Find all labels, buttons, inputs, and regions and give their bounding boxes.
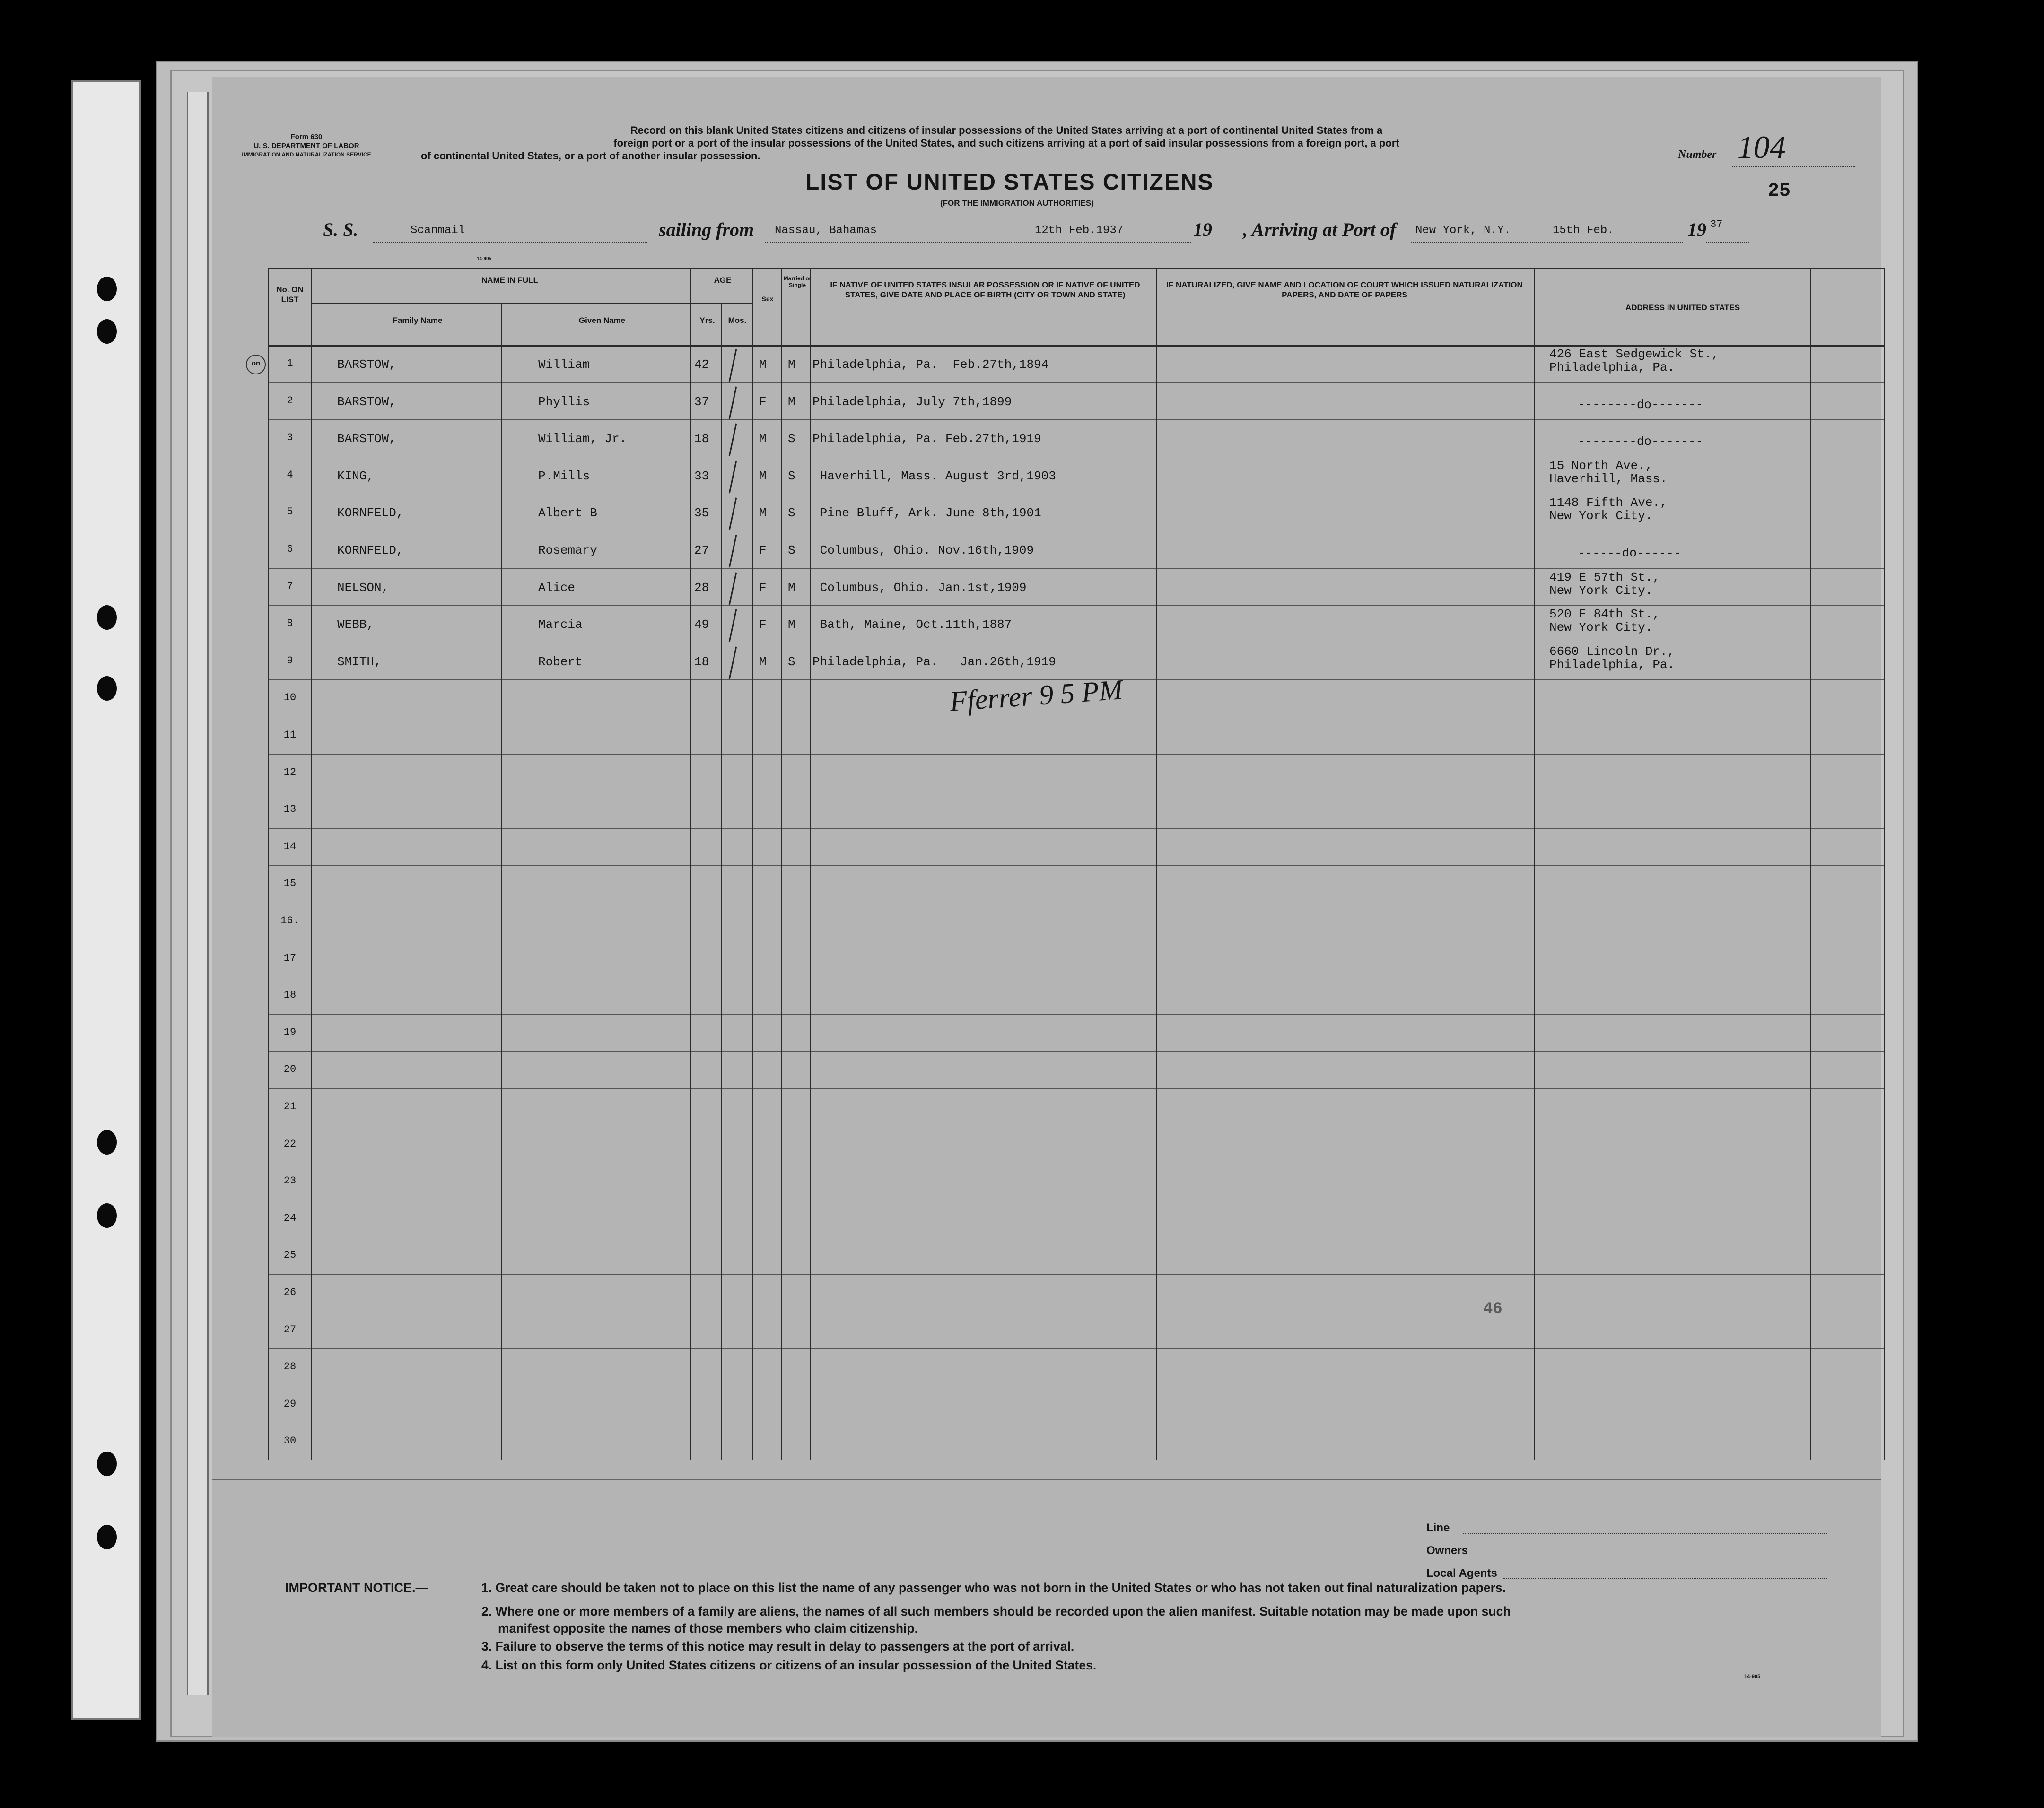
marital-status: M [788,394,795,409]
stamp-46: 46 [1483,1300,1502,1318]
age-years: 28 [694,580,709,595]
family-name: BARSTOW, [337,432,396,446]
given-name: Albert B [538,506,597,521]
row-number: 19 [283,1026,297,1038]
row-rule [268,828,1884,829]
header-yrs: Yrs. [699,316,715,325]
manifest-page [212,77,1881,1737]
sex: F [759,580,767,595]
family-name: NELSON, [337,580,389,595]
binder-edge [187,92,209,1695]
header-naturalized: IF NATURALIZED, GIVE NAME AND LOCATION OF COURT WHICH ISSUED NATURALIZATION PAPERS, AND DATE OF PAPERS [1166,280,1523,299]
subheader-divider [311,303,690,304]
column-rule [1534,268,1535,1460]
row-number: 18 [283,989,297,1001]
family-name: WEBB, [337,617,375,632]
given-name: Marcia [538,617,583,632]
number-value: 104 [1737,129,1786,165]
notice-1: 1. Great care should be taken not to place on this list the name of any passenger who was not born in the United States or who has not taken out final naturalization papers. [481,1581,1506,1595]
instructions [420,124,1593,162]
arrival-year: 37 [1710,218,1723,230]
given-name: P.Mills [538,469,590,483]
ship-underline [373,242,647,243]
row-number: 22 [283,1138,297,1150]
age-years: 42 [694,357,709,372]
year-prefix: 19 [1193,219,1212,240]
row-number: 8 [287,617,293,630]
row-number: 10 [283,692,297,704]
birth-info: Columbus, Ohio. Nov.16th,1909 [812,543,1034,557]
address-line-1: --------do------- [1578,397,1703,412]
sailing-date: 12th Feb.1937 [1035,224,1124,237]
row-number: 21 [283,1101,297,1113]
given-name: Alice [538,580,576,595]
header-mos: Mos. [728,316,747,325]
instructions-line-3: of continental United States, or a port of another insular possession. [421,150,760,162]
row-rule [268,382,1884,383]
given-name: William, Jr. [538,432,627,446]
row-number: 2 [287,394,293,407]
given-name: Phyllis [538,394,590,409]
row-number: 15 [283,878,297,890]
column-rule [1156,268,1157,1460]
age-years: 18 [694,432,709,446]
sex: M [759,469,767,483]
number-underline [1732,166,1855,167]
instructions-line-1: Record on this blank United States citizens and citizens of insular possessions of the United States arriving at a port of continental United States from a [630,124,1383,136]
marital-status: M [788,357,795,372]
column-rule [690,268,691,1460]
family-name: KORNFELD, [337,506,404,521]
header-given-name: Given Name [578,316,626,325]
handwritten-signature: Fferrer 9 5 PM [949,674,1124,717]
service: IMMIGRATION AND NATURALIZATION SERVICE [242,151,371,158]
column-rule [752,268,753,1460]
row-number: 14 [283,840,297,852]
header-birth: IF NATIVE OF UNITED STATES INSULAR POSSESSION OR IF NATIVE OF UNITED STATES, GIVE DATE AND PLACE OF BIRTH (CITY OR TOWN AND STATE) [830,280,1140,299]
row-number: 30 [283,1435,297,1447]
header-bottom-border [268,345,1884,347]
address-line-1: 426 East Sedgewick St., [1549,347,1719,361]
header-name-in-full: NAME IN FULL [481,276,538,285]
department: U. S. DEPARTMENT OF LABOR [253,142,359,150]
row-number: 20 [283,1063,297,1076]
notice-title: IMPORTANT NOTICE.— [285,1581,428,1595]
notice-2a: 2. Where one or more members of a family are aliens, the names of all such members should be recorded upon the alien manifest. Suitable notation may be made upon such [481,1604,1511,1618]
sailing-underline [765,242,1191,243]
sex: F [759,617,767,632]
check-mark [729,572,737,605]
marital-status: S [788,432,795,446]
row-number: 4 [287,469,293,481]
row-number: 12 [283,766,297,778]
sex: M [759,506,767,521]
birth-info: Pine Bluff, Ark. June 8th,1901 [812,506,1041,521]
arrival-year-underline [1706,242,1749,243]
row-rule [268,865,1884,866]
row-number: 17 [283,952,297,964]
age-years: 35 [694,506,709,521]
agents-label: Local Agents [1426,1567,1497,1580]
birth-info: Philadelphia, July 7th,1899 [812,394,1012,409]
row-rule [268,754,1884,755]
header-address: ADDRESS IN UNITED STATES [1625,303,1740,312]
line-underline [1463,1533,1827,1534]
marital-status: S [788,506,795,521]
row-number: 11 [283,729,297,741]
family-name: BARSTOW, [337,357,396,372]
footer-rule [212,1479,1881,1480]
print-code: 14-905 [1744,1674,1761,1679]
page-title: LIST OF UNITED STATES CITIZENS [805,170,1214,195]
row-rule [268,1274,1884,1275]
check-mark [729,386,737,419]
sex: M [759,654,767,669]
row-number: 24 [283,1212,297,1224]
row-rule [268,1348,1884,1349]
column-rule [268,268,269,1460]
binder-hole [97,277,117,301]
header-age: AGE [714,276,732,285]
row-number: 7 [287,580,293,592]
given-name: William [538,357,590,372]
notice-3: 3. Failure to observe the terms of this notice may result in delay to passengers at the port of arrival. [481,1639,1074,1653]
arrival-year-prefix: 19 [1687,219,1706,240]
row-number: 27 [283,1323,297,1336]
age-years: 27 [694,543,709,557]
address-line-2: New York City. [1549,509,1653,523]
line-label: Line [1426,1521,1450,1534]
check-mark [729,461,737,493]
check-mark [729,646,737,679]
row-number: 26 [283,1286,297,1298]
row-rule [268,1088,1884,1089]
address-line-1: 15 North Ave., [1549,458,1653,473]
family-name: KING, [337,469,375,483]
row-rule [268,419,1884,420]
arrival-underline [1411,242,1683,243]
owners-label: Owners [1426,1544,1468,1557]
instructions-line-2: foreign port or a port of the insular possessions of the United States, and such citizens arriving at a port of said insular possessions from a foreign port, a port [613,137,1399,149]
column-rule [1810,268,1811,1460]
row-number: 13 [283,803,297,816]
header-family-name: Family Name [393,316,443,325]
marital-status: M [788,580,795,595]
given-name: Robert [538,654,583,669]
binder-hole [97,1452,117,1476]
birth-info: Philadelphia, Pa. Jan.26th,1919 [812,654,1056,669]
agents-underline [1503,1578,1827,1579]
address-line-2: Philadelphia, Pa. [1549,360,1675,374]
column-rule [810,268,811,1460]
row-rule [268,605,1884,606]
check-mark [729,498,737,530]
family-name: KORNFELD, [337,543,404,557]
ship-name: Scanmail [411,224,465,237]
address-line-1: --------do------- [1578,435,1703,449]
binder-hole [97,319,117,344]
row-number: 1 [287,357,293,369]
sex: M [759,432,767,446]
header-married: Married or Single [783,275,812,288]
number-block [1678,129,1786,166]
row-number: 5 [287,506,293,518]
binder-hole [97,605,117,630]
marital-status: S [788,654,795,669]
sailing-label: sailing from [659,219,754,240]
column-rule [1884,268,1885,1460]
address-line-1: 520 E 84th St., [1549,607,1660,622]
notice-2b: manifest opposite the names of those members who claim citizenship. [498,1621,918,1635]
column-rule [721,303,722,1460]
number-label: Number [1678,148,1717,161]
header-no-on-list: No. ON LIST [276,285,304,304]
family-name: BARSTOW, [337,394,396,409]
age-years: 49 [694,617,709,632]
address-line-1: 6660 Lincoln Dr., [1549,644,1675,659]
form-number: Form 630 [290,133,323,141]
check-mark [729,349,737,382]
address-line-2: Haverhill, Mass. [1549,471,1668,486]
row-number: 3 [287,432,293,444]
arriving-label: , Arriving at Port of [1243,219,1397,240]
row-number: 28 [283,1361,297,1373]
arrival-date: 15th Feb. [1553,224,1614,237]
check-mark [729,609,737,642]
binder-hole [97,1130,117,1155]
given-name: Rosemary [538,543,597,557]
column-rule [781,268,782,1460]
binder-hole [97,676,117,701]
ss-label: S. S. [323,219,358,240]
address-line-2: New York City. [1549,620,1653,635]
birth-info: Philadelphia, Pa. Feb.27th,1894 [812,357,1049,372]
address-line-2: New York City. [1549,583,1653,598]
birth-info: Bath, Maine, Oct.11th,1887 [812,617,1012,632]
binder-hole [97,1525,117,1549]
binder-hole [97,1203,117,1228]
row-number: 29 [283,1398,297,1410]
row-rule [268,1051,1884,1052]
page-subtitle: (FOR THE IMMIGRATION AUTHORITIES) [940,199,1094,208]
row-number: 23 [283,1175,297,1187]
marital-status: S [788,543,795,557]
address-line-1: 419 E 57th St., [1549,570,1660,584]
printer-line: 14-905 [477,256,492,261]
marital-status: M [788,617,795,632]
row-rule [268,1014,1884,1015]
birth-info: Philadelphia, Pa. Feb.27th,1919 [812,432,1041,446]
sailing-port: Nassau, Bahamas [775,224,877,237]
notice-4: 4. List on this form only United States citizens or citizens of an insular possession of the United States. [481,1658,1097,1672]
column-rule [311,268,312,1460]
sex: F [759,543,767,557]
row-rule [268,568,1884,569]
age-years: 18 [694,654,709,669]
address-line-1: 1148 Fifth Ave., [1549,495,1668,510]
check-mark [729,535,737,567]
age-years: 33 [694,469,709,483]
marital-status: S [788,469,795,483]
age-years: 37 [694,394,709,409]
family-name: SMITH, [337,654,382,669]
sex: M [759,357,767,372]
sex: F [759,394,767,409]
margin-stamp: on [246,355,266,374]
arrival-port: New York, N.Y. [1415,224,1511,237]
header-sex: Sex [761,295,774,303]
birth-info: Columbus, Ohio. Jan.1st,1909 [812,580,1027,595]
column-rule [501,303,502,1460]
check-mark [729,424,737,456]
row-number: 9 [287,654,293,667]
form-id-block [231,132,382,159]
table-top-border [268,268,1884,269]
address-line-1: ------do------ [1578,546,1681,560]
page-number: 25 [1768,181,1791,202]
address-line-2: Philadelphia, Pa. [1549,657,1675,672]
row-number: 6 [287,543,293,555]
row-number: 16. [280,915,299,927]
row-number: 25 [283,1249,297,1261]
birth-info: Haverhill, Mass. August 3rd,1903 [812,469,1056,483]
